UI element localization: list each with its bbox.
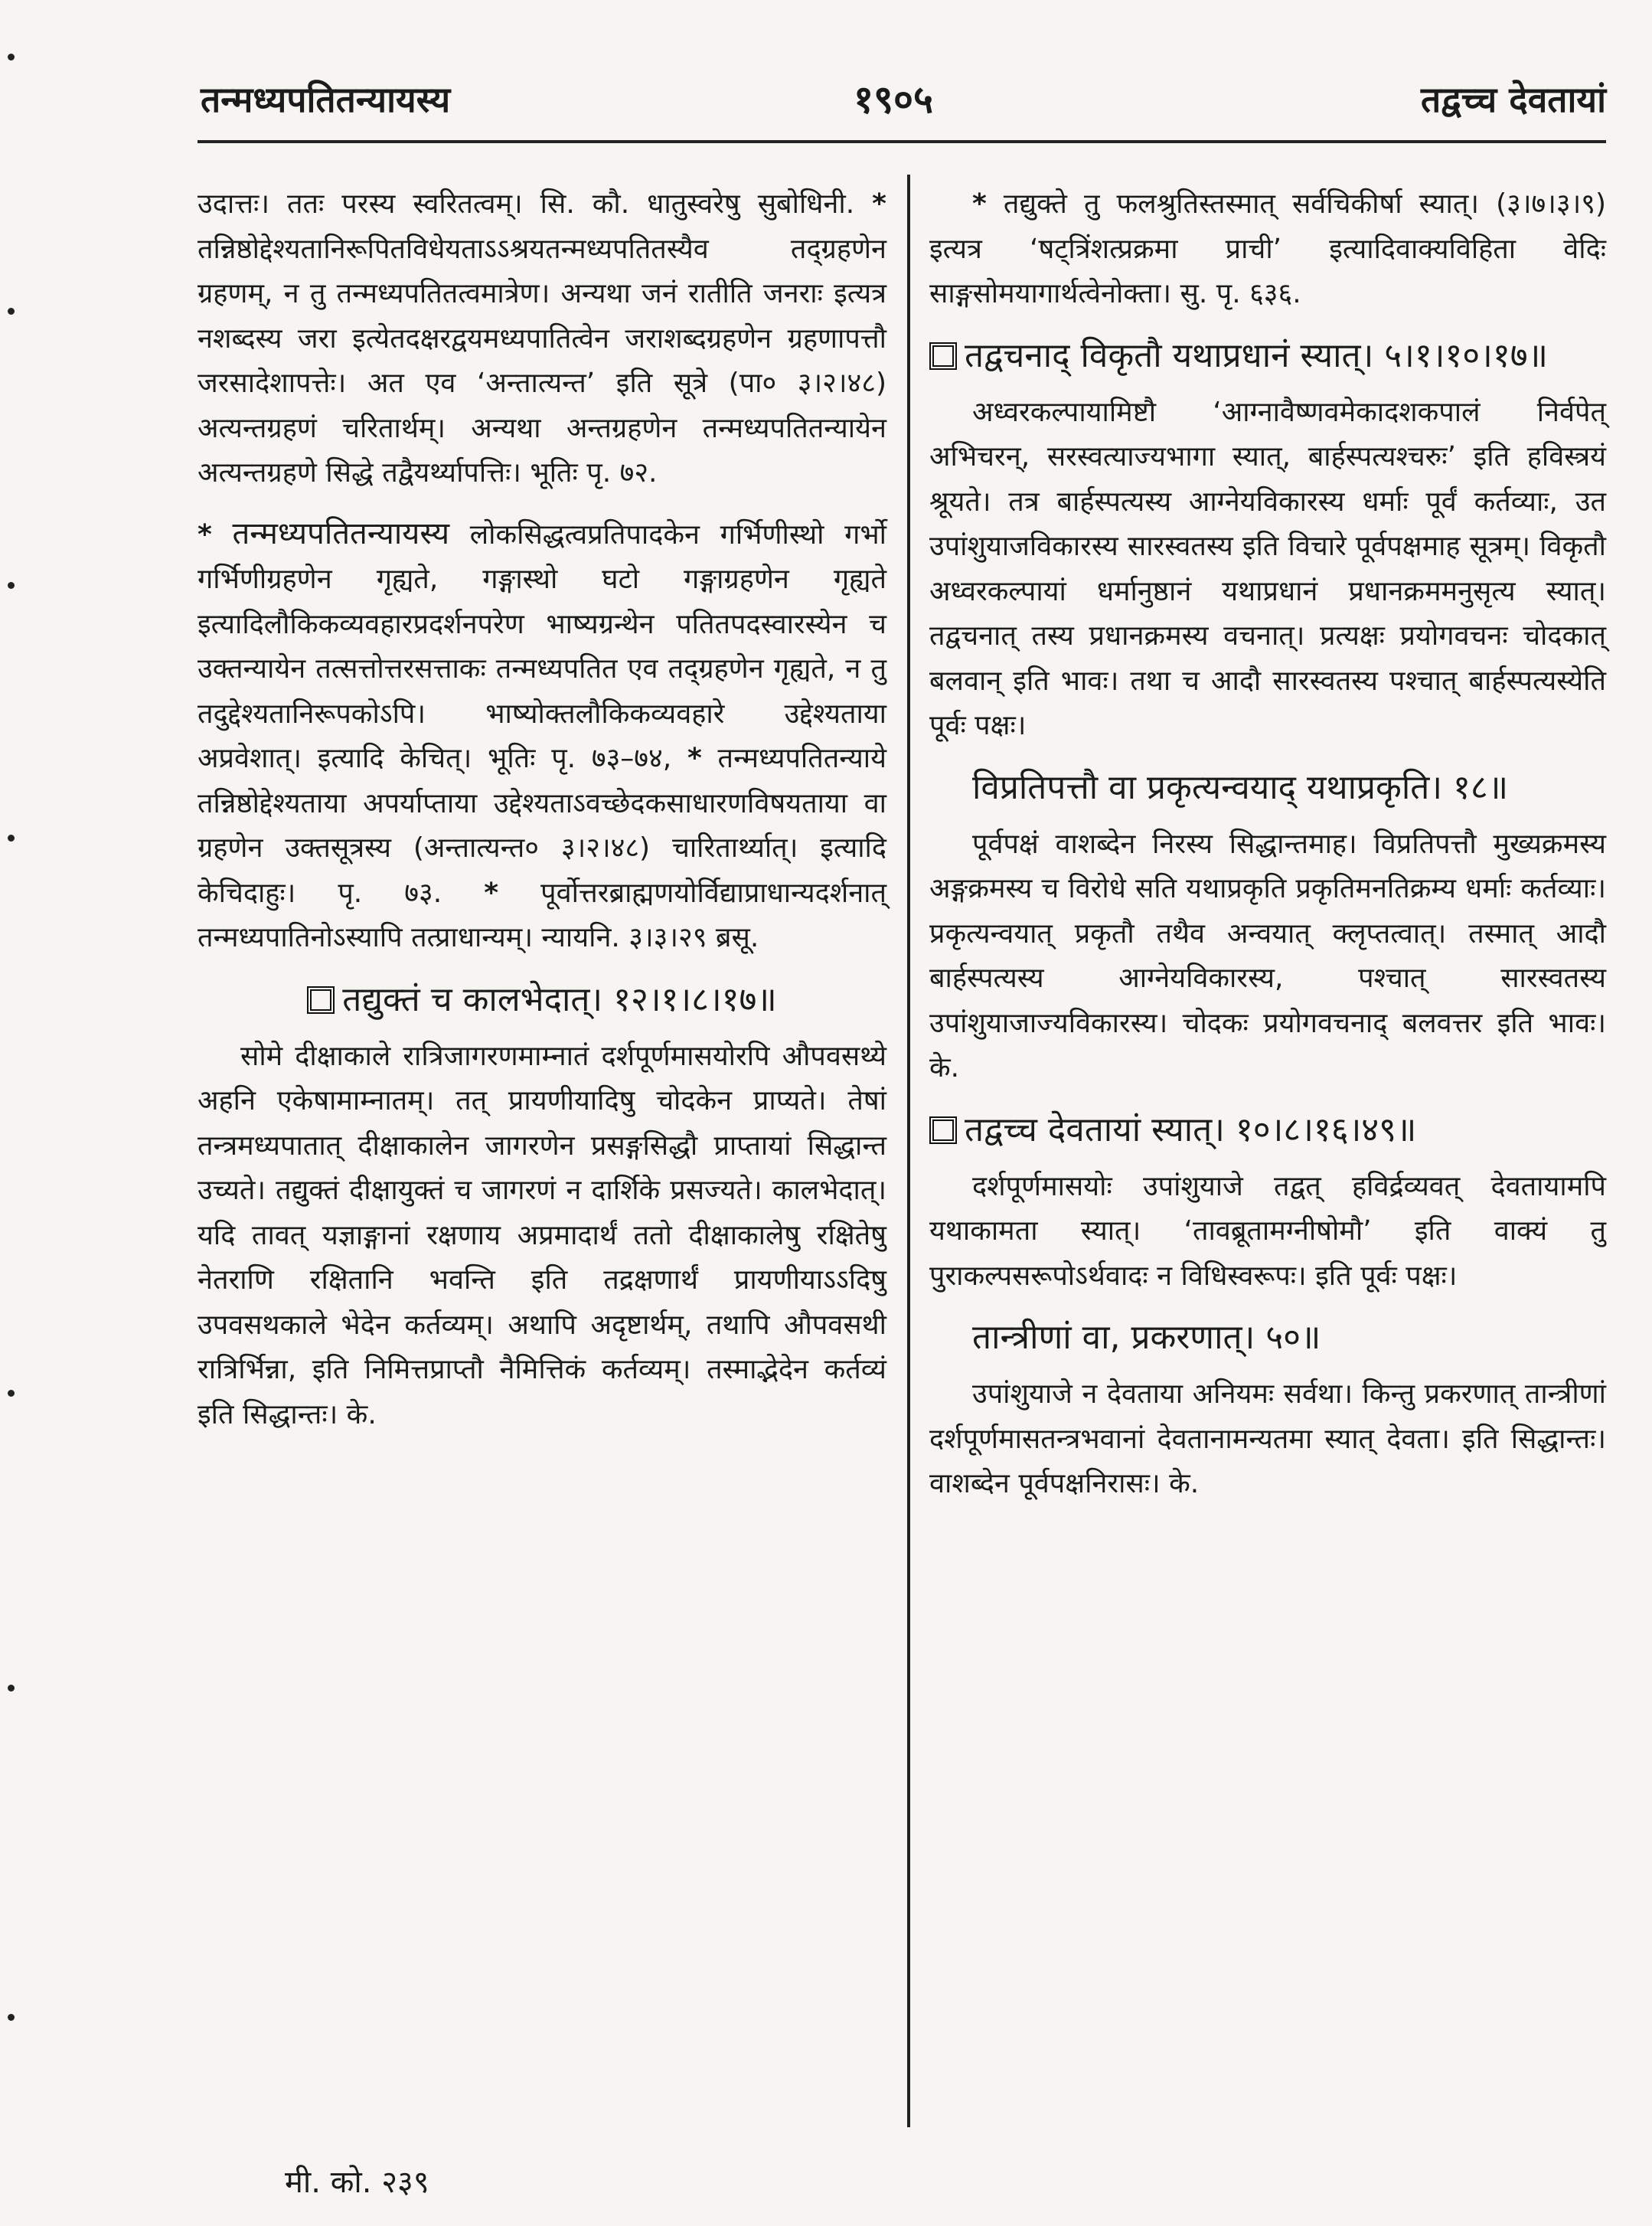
- header-rule: [198, 140, 1606, 143]
- margin-speck: [8, 54, 15, 60]
- margin-speck: [8, 1685, 15, 1692]
- left-column: [198, 182, 886, 1453]
- paragraph: अध्वरकल्पायामिष्टौ ‘आग्नावैष्णवमेकादशकपालं निर्वपेत् अभिचरन्, सरस्वत्याज्यभागा स्यात्, बार्हस्पत्यश्चरुः’ इति हविस्त्रयं श्रूयते। तत्र बार्हस्पत्यस्य आग्नेयविकारस्य धर्माः पूर्वं कर्तव्याः, उत उपांशुयाजविकारस्य सारस्वतस्य इति विचारे पूर्वपक्षमाह सूत्रम्। विकृतौ अध्वरकल्पायां धर्मानुष्ठानं यथाप्रधानं प्रधानक्रममनुसृत्य स्यात्। तद्वचनात् तस्य प्रधानक्रमस्य वचनात्। प्रत्यक्षः प्रयोगवचनः चोदकात् बलवान् इति भावः। तथा च आदौ सारस्वतस्य पश्चात् बार्हस्पत्यस्येति पूर्वः पक्षः।: [929, 396, 1606, 741]
- margin-speck: [8, 1390, 15, 1397]
- entry-text: पूर्वोत्तरब्राह्मणयोर्विद्याप्राधान्यदर्शनात् तन्मध्यपातिनोऽस्यापि तत्प्राधान्यम्। न्यायनि. ३।३।२९ ब्रसू.: [198, 877, 887, 953]
- asterisk-mark: *: [198, 518, 212, 551]
- entry-text: उदात्तः। ततः परस्य स्वरितत्वम्। सि. कौ. धातुस्वरेषु सुबोधिनी.: [198, 188, 855, 220]
- paragraph: पूर्वपक्षं वाशब्देन निरस्य सिद्धान्तमाह। विप्रतिपत्तौ मुख्यक्रमस्य अङ्गक्रमस्य च विरोधे सति यथाप्रकृति प्रकृतिमनतिक्रम्य धर्माः कर्तव्याः। प्रकृत्यन्वयात् प्रकृतौ तथैव अन्वयात् क्लृप्तत्वात्। तस्मात् आदौ बार्हस्पत्यस्य आग्नेयविकारस्य, पश्चात् सारस्वतस्य उपांशुयाजाज्यविकारस्य। चोदकः प्रयोगवचनाद् बलवत्तर इति भावः। के.: [929, 828, 1606, 1084]
- footer-signature: मी. को. २३९: [285, 2165, 429, 2200]
- asterisk-mark: *: [872, 188, 886, 220]
- sutra-marker-icon: [929, 342, 957, 370]
- sutra-text: तद्वचनाद् विकृतौ यथाप्रधानं स्यात्। ५।१।१०।१७॥: [965, 335, 1548, 375]
- asterisk-mark: *: [484, 877, 499, 909]
- sutra-heading: [929, 1106, 1606, 1154]
- asterisk-mark: *: [687, 743, 702, 774]
- entry-text: तन्निष्ठोद्देश्यतानिरूपितविधेयताऽऽश्रयतन्मध्यपतितस्यैव तद्ग्रहणेन ग्रहणम्, न तु तन्मध्यपतितत्वमात्रेण। अन्यथा जनं रातीति जनराः इत्यत्र नशब्दस्य जरा इत्येतदक्षरद्वयमध्यपातित्वेन जराशब्दग्रहणेन ग्रहणापत्तौ जरसादेशापत्तेः। अत एव ‘अन्तात्यन्त’ इति सूत्रे (पा० ३।२।४८) अत्यन्तग्रहणं चरितार्थम्। अन्यथा अन्तग्रहणेन तन्मध्यपतितन्यायेन अत्यन्तग्रहणे सिद्धे तद्वैयर्थ्यापत्तिः। भूतिः पृ. ७२.: [198, 233, 886, 489]
- sutra-heading: [198, 976, 886, 1024]
- paragraph: [198, 182, 886, 496]
- margin-speck: [8, 2014, 15, 2021]
- asterisk-mark: *: [972, 188, 987, 220]
- sutra-marker-icon: [929, 1116, 957, 1144]
- paragraph: सोमे दीक्षाकाले रात्रिजागरणमाम्नातं दर्शपूर्णमासयोरपि औपवसथ्ये अहनि एकेषामाम्नातम्। तत् प्रायणीयादिषु चोदकेन प्राप्यते। तेषां तन्त्रमध्यपातात् दीक्षाकालेन जागरणेन प्रसङ्गसिद्धौ प्राप्तायां सिद्धान्त उच्यते। तद्युक्तं दीक्षायुक्तं च जागरणं न दार्शिके प्रसज्यते। कालभेदात्। यदि तावत् यज्ञाङ्गानां रक्षणाय अप्रमादार्थं ततो दीक्षाकालेषु रक्षितेषु नेतराणि रक्षितानि भवन्ति इति तद्रक्षणार्थं प्रायणीयाऽऽदिषु उपवसथकाले भेदेन कर्तव्यम्। अथापि अदृष्टार्थम्, तथापि औपवसथी रात्रिर्भिन्ना, इति निमित्तप्राप्तौ नैमित्तिकं कर्तव्यम्। तस्माद्भेदेन कर्तव्यं इति सिद्धान्तः। के.: [198, 1040, 886, 1430]
- entry-heading: तन्मध्यपतितन्यायस्य: [232, 515, 450, 551]
- sutra-heading: विप्रतिपत्तौ वा प्रकृत्यन्वयाद् यथाप्रकृति। १८॥: [972, 767, 1509, 807]
- entry-heading: तन्मध्यपतितन्याये: [717, 743, 886, 774]
- page-number: १९०५: [854, 77, 933, 122]
- entry-text: तन्निष्ठोद्देश्यताया अपर्याप्ताया उद्देश्यताऽवच्छेदकसाधारणविषयताया वा ग्रहणेन उक्तसूत्रस्य (अन्तात्यन्त० ३।२।४८) चारितार्थ्यात्। इत्यादि केचिदाहुः। पृ. ७३.: [198, 787, 886, 909]
- sutra-heading: तान्त्रीणां वा, प्रकरणात्। ५०॥: [972, 1318, 1321, 1357]
- sutra-heading: [929, 332, 1606, 380]
- paragraph: [198, 512, 886, 961]
- column-divider: [907, 175, 910, 2127]
- entry-text: (३।७।३।९) इत्यत्र ‘षट्त्रिंशत्प्रक्रमा प्राची’ इत्यादिवाक्यविहिता वेदिः साङ्गसोमयागार्थत्वेनोक्ता। सु. पृ. ६३६.: [929, 188, 1607, 309]
- running-head-right: तद्वच्च देवतायां: [1421, 79, 1606, 120]
- margin-speck: [8, 582, 15, 589]
- entry-heading: तद्युक्ते तु फलश्रुतिस्तस्मात् सर्वचिकीर्षा स्यात्।: [1003, 188, 1480, 220]
- paragraph: दर्शपूर्णमासयोः उपांशुयाजे तद्वत् हविर्द्रव्यवत् देवतायामपि यथाकामता स्यात्। ‘तावब्रूतामग्नीषोमौ’ इति वाक्यं तु पुराकल्पसरूपोऽर्थवादः न विधिस्वरूपः। इति पूर्वः पक्षः।: [929, 1170, 1606, 1292]
- paragraph: उपांशुयाजे न देवताया अनियमः सर्वथा। किन्तु प्रकरणात् तान्त्रीणां दर्शपूर्णमासतन्त्रभवानां देवतानामन्यतमा स्यात् देवता। इति सिद्धान्तः। वाशब्देन पूर्वपक्षनिरासः। के.: [929, 1378, 1606, 1499]
- running-head-left: तन्मध्यपतितन्यायस्य: [201, 79, 451, 120]
- sutra-text: तद्वच्च देवतायां स्यात्। १०।८।१६।४९॥: [965, 1110, 1417, 1149]
- sutra-marker-icon: [307, 986, 335, 1014]
- sutra-text: तद्युक्तं च कालभेदात्। १२।१।८।१७॥: [342, 979, 777, 1019]
- margin-speck: [8, 835, 15, 842]
- margin-speck: [8, 308, 15, 315]
- entry-text: लोकसिद्धत्वप्रतिपादकेन गर्भिणीस्थो गर्भो गर्भिणीग्रहणेन गृह्यते, गङ्गास्थो घटो गङ्गाग्रहणेन गृह्यते इत्यादिलौकिकव्यवहारप्रदर्शनपरेण भाष्यग्रन्थेन पतितपदस्वारस्येन च उक्तन्यायेन तत्सत्तोत्तरसत्ताकः तन्मध्यपतित एव तद्ग्रहणेन गृह्यते, न तु तदुद्देश्यतानिरूपकोऽपि। भाष्योक्तलौकिकव्यवहारे उद्देश्यताया अप्रवेशात्। इत्यादि केचित्। भूतिः पृ. ७३–७४,: [198, 518, 886, 774]
- right-column: [929, 182, 1606, 1522]
- paragraph: [929, 182, 1606, 317]
